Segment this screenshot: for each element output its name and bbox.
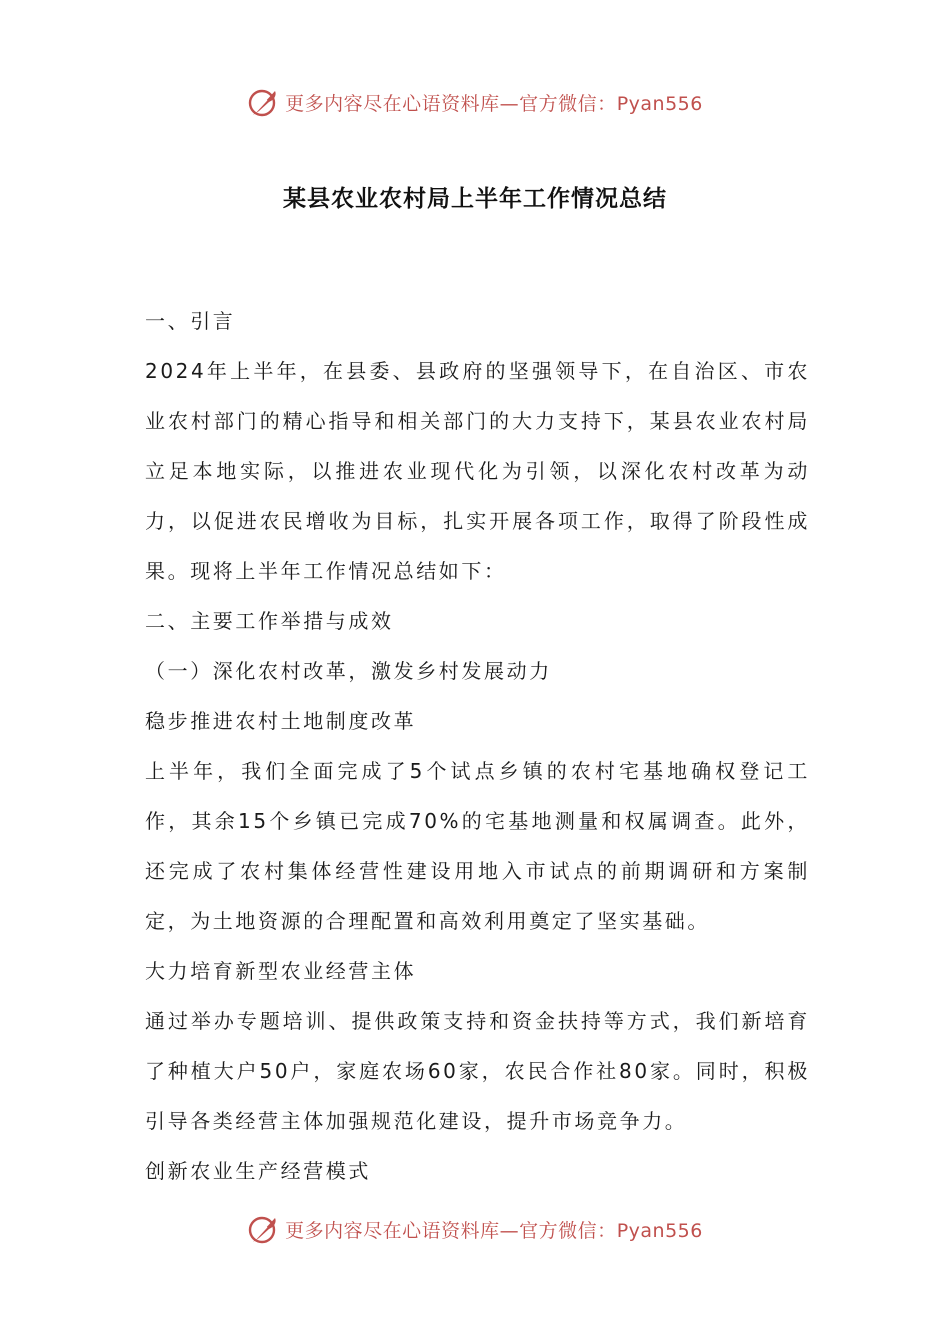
document-body [145,296,810,1196]
item-heading: 大力培育新型农业经营主体 [145,959,417,983]
document-title: 某县农业农村局上半年工作情况总结 [283,186,667,212]
header-watermark [0,82,950,122]
section-heading: 二、主要工作举措与成效 [145,609,394,633]
section-heading: 一、引言 [145,309,236,333]
paragraph: 2024年上半年，在县委、县政府的坚强领导下，在自治区、市农业农村部门的精心指导和相关部门的大力支持下，某县农业农村局立足本地实际，以推进农业现代化为引领，以深化农村改革为动力，以促进农民增收为目标，扎实开展各项工作，取得了阶段性成果。现将上半年工作情况总结如下： [145,359,810,583]
paragraph: 上半年，我们全面完成了5个试点乡镇的农村宅基地确权登记工作，其余15个乡镇已完成70%的宅基地测量和权属调查。此外，还完成了农村集体经营性建设用地入市试点的前期调研和方案制定，为土地资源的合理配置和高效利用奠定了坚实基础。 [145,759,810,933]
watermark-text: 更多内容尽在心语资料库—官方微信：Pyan556 [285,92,703,115]
item-heading: 创新农业生产经营模式 [145,1159,371,1183]
watermark-text: 更多内容尽在心语资料库—官方微信：Pyan556 [285,1219,703,1242]
quill-logo-icon [247,1212,281,1246]
quill-logo-icon [247,85,281,119]
paragraph: 通过举办专题培训、提供政策支持和资金扶持等方式，我们新培育了种植大户50户，家庭农场60家，农民合作社80家。同时，积极引导各类经营主体加强规范化建设，提升市场竞争力。 [145,1009,810,1133]
footer-watermark [0,1209,950,1249]
item-heading: 稳步推进农村土地制度改革 [145,709,417,733]
subsection-heading: （一）深化农村改革，激发乡村发展动力 [145,659,552,683]
